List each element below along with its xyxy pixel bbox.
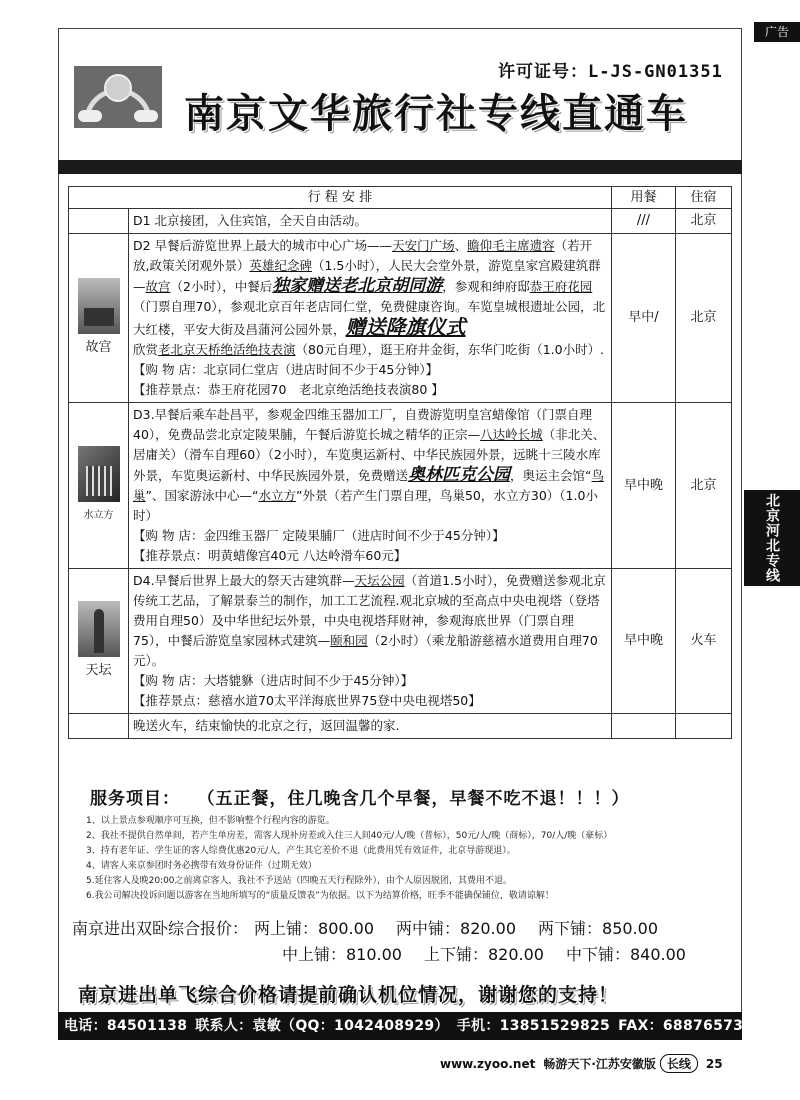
contact-bar xyxy=(58,1012,742,1040)
notes-list xyxy=(86,814,736,904)
day-meals: 早中晚 xyxy=(612,569,676,714)
header-stay: 住宿 xyxy=(676,187,732,209)
service-detail: （五正餐，住几晚含几个早餐，早餐不吃不退！！！） xyxy=(206,789,630,809)
note-item: 4、请客人来京参团时务必携带有效身份证件（过期无效） xyxy=(86,861,317,871)
header-itinerary: 行 程 安 排 xyxy=(69,187,612,209)
day-description: D2 早餐后游览世界上最大的城市中心广场——天安门广场、瞻仰毛主席遗容（若开放,政策关闭观外景）英雄纪念碑（1.5小时），人民大会堂外景，游览皇家宫殿建筑群—故宫（2小时），中餐后独家赠送老北京胡同游，参观和绅府邸恭王府花园（门票自理70），参观北京百年老店同仁堂，免费健康咨询。车览皇城根遗址公园，北大红楼，平安大街及昌蒲河公园外景，赠送降旗仪式 欣赏老北京天桥绝活绝技表演（80元自理），逛王府井金街，东华门吃街（1.0小时）. 【购 物 店：北京同仁堂店（进店时间不少于45分钟）】 【推荐景点：恭王府花园70 老北京绝活绝技表演80 】 xyxy=(129,234,612,403)
price-item: 上下铺：820.00 xyxy=(424,945,544,964)
shop-note: 【购 物 店：大塔貔貅（进店时间不少于45分钟）】 xyxy=(133,673,414,688)
price-item: 中上铺：810.00 xyxy=(282,945,402,964)
recommend-note: 【推荐景点：恭王府花园70 老北京绝活绝技表演80 】 xyxy=(133,382,444,397)
empty-thumb-cell xyxy=(69,714,129,739)
day-stay: 火车 xyxy=(676,569,732,714)
day-description: D1 北京接团，入住宾馆，全天自由活动。 xyxy=(129,209,612,234)
page-number: 25 xyxy=(705,1057,723,1071)
temple-of-heaven-photo xyxy=(78,601,120,657)
ad-tag: 广告 xyxy=(754,22,800,42)
day-stay: 北京 xyxy=(676,234,732,403)
price-item: 中下铺：840.00 xyxy=(566,945,686,964)
day-row-d3 xyxy=(69,403,732,569)
day-description: D4.早餐后世界上最大的祭天古建筑群—天坛公园（首道1.5小时），免费赠送参观北京传统工艺品，了解景泰兰的制作，加工工艺流程.观北京城的至高点中央电视塔（登塔费用自理50）及中华世纪坛外景，中央电视塔拜财神，参观海底世界（门票自理75），中餐后游览皇家园林式建筑—颐和园（2小时）（乘龙船游慈禧水道费用自理70元）。 【购 物 店：大塔貔貅（进店时间不少于45分钟）】 【推荐景点：慈禧水道70太平洋海底世界75登中央电视塔50】 xyxy=(129,569,612,714)
page-footer xyxy=(440,1054,723,1073)
note-item: 6.我公司解决投诉问题以游客在当地所填写的“质量反馈表”为依据。以下为结算价格，旺季不能确保铺位，敬请谅解！ xyxy=(86,891,554,901)
itinerary-table xyxy=(68,186,732,739)
price-item: 两下铺：850.00 xyxy=(538,919,659,938)
page-title: 南京文华旅行社专线直通车 xyxy=(184,91,688,137)
title-divider xyxy=(58,160,742,174)
thumb-cell xyxy=(69,234,129,403)
contact-person: 联系人：袁敏（QQ：1042408929） xyxy=(195,1018,449,1034)
thumb-label: 天坛 xyxy=(85,663,112,678)
mobile-number: 手机：13851529825 xyxy=(456,1018,611,1034)
note-item: 1、以上景点参观顺序可互换，但不影响整个行程内容的游览。 xyxy=(86,816,335,826)
empty-thumb-cell xyxy=(69,209,129,234)
day-meals xyxy=(612,714,676,739)
promo-text: 赠送降旗仪式 xyxy=(345,315,466,339)
day-meals: 早中晚 xyxy=(612,403,676,569)
note-item: 3、持有老年证、学生证的客人综费优惠20元/人，产生其它差价不退（此费用凭有效证件，北京导游现退）。 xyxy=(86,846,516,856)
sun-icon xyxy=(104,74,132,102)
day-stay: 北京 xyxy=(676,209,732,234)
price-label: 南京进出双卧综合报价： xyxy=(72,919,249,938)
table-header-row xyxy=(69,187,732,209)
recommend-note: 【推荐景点：明黄蜡像宫40元 八达岭滑车60元】 xyxy=(133,548,407,563)
note-item: 2、我社不提供自然单间，若产生单房差，需客人现补房差或入住三人间40元/人/晚（普标），50元/人/晚（商标），70/人/晚（豪标） xyxy=(86,831,613,841)
cloud-icon xyxy=(78,110,102,122)
day-row-d2 xyxy=(69,234,732,403)
thumb-label: 水立方 xyxy=(83,509,114,521)
water-cube-photo xyxy=(78,446,120,502)
logo xyxy=(74,66,162,128)
note-item: 5.延住客人及晚20:00之前离京客人，我社不予送站（四晚五天行程除外），由个人原因脱团，其费用不退。 xyxy=(86,876,513,886)
service-label: 服务项目： xyxy=(90,789,180,809)
side-section-tab: 北京河北专线 xyxy=(744,490,800,586)
day-row-d5 xyxy=(69,714,732,739)
shop-note: 【购 物 店：北京同仁堂店（进店时间不少于45分钟）】 xyxy=(133,362,439,377)
site-link[interactable]: www.zyoo.net xyxy=(440,1057,536,1071)
promo-text: 独家赠送老北京胡同游 xyxy=(272,276,443,296)
price-item: 两上铺：800.00 xyxy=(254,919,375,938)
header-meals: 用餐 xyxy=(612,187,676,209)
shop-note: 【购 物 店：金四维玉器厂 定陵果脯厂（进店时间不少于45分钟）】 xyxy=(133,528,505,543)
service-items xyxy=(90,784,630,809)
fax-number: FAX：68876573 xyxy=(618,1018,744,1034)
thumb-cell xyxy=(69,569,129,714)
day-stay: 北京 xyxy=(676,403,732,569)
price-row xyxy=(282,942,708,965)
thumb-label: 故宫 xyxy=(85,340,112,355)
thumb-cell xyxy=(69,403,129,569)
day-meals: /// xyxy=(612,209,676,234)
recommend-note: 【推荐景点：慈禧水道70太平洋海底世界75登中央电视塔50】 xyxy=(133,693,481,708)
publication-name: 畅游天下·江苏安徽版 xyxy=(543,1057,656,1071)
phone-number: 电话：84501138 xyxy=(64,1018,188,1034)
day-row-d4 xyxy=(69,569,732,714)
day-stay xyxy=(676,714,732,739)
day-row-d1 xyxy=(69,209,732,234)
forbidden-city-photo xyxy=(78,278,120,334)
price-row xyxy=(72,916,680,939)
promo-text: 奥林匹克公园 xyxy=(408,465,511,485)
license-number: 许可证号：L-JS-GN01351 xyxy=(498,62,723,82)
day-description: 晚送火车，结束愉快的北京之行，返回温馨的家. xyxy=(129,714,612,739)
section-badge: 长线 xyxy=(660,1054,698,1073)
day-description: D3.早餐后乘车赴昌平，参观金四维玉器加工厂，自费游览明皇宫蜡像馆（门票自理40），免费品尝北京定陵果脯，午餐后游览长城之精华的正宗—八达岭长城（非北关、居庸关）（滑车自理60）（2小时），车览奥运新村、中华民族园外景，远眺十三陵水库外景，车览奥运新村、中华民族园外景，免费赠送奥林匹克公园，奥运主会馆“鸟巢”、国家游泳中心—“水立方”外景（若产生门票自理，鸟巢50，水立方30）（1.0小时） 【购 物 店：金四维玉器厂 定陵果脯厂（进店时间不少于45分钟）】 【推荐景点：明黄蜡像宫40元 八达岭滑车60元】 xyxy=(129,403,612,569)
price-item: 两中铺：820.00 xyxy=(396,919,517,938)
confirm-banner: 南京进出单飞综合价格请提前确认机位情况，谢谢您的支持！ xyxy=(78,984,619,1006)
cloud-icon xyxy=(134,110,158,122)
day-meals: 早中/ xyxy=(612,234,676,403)
